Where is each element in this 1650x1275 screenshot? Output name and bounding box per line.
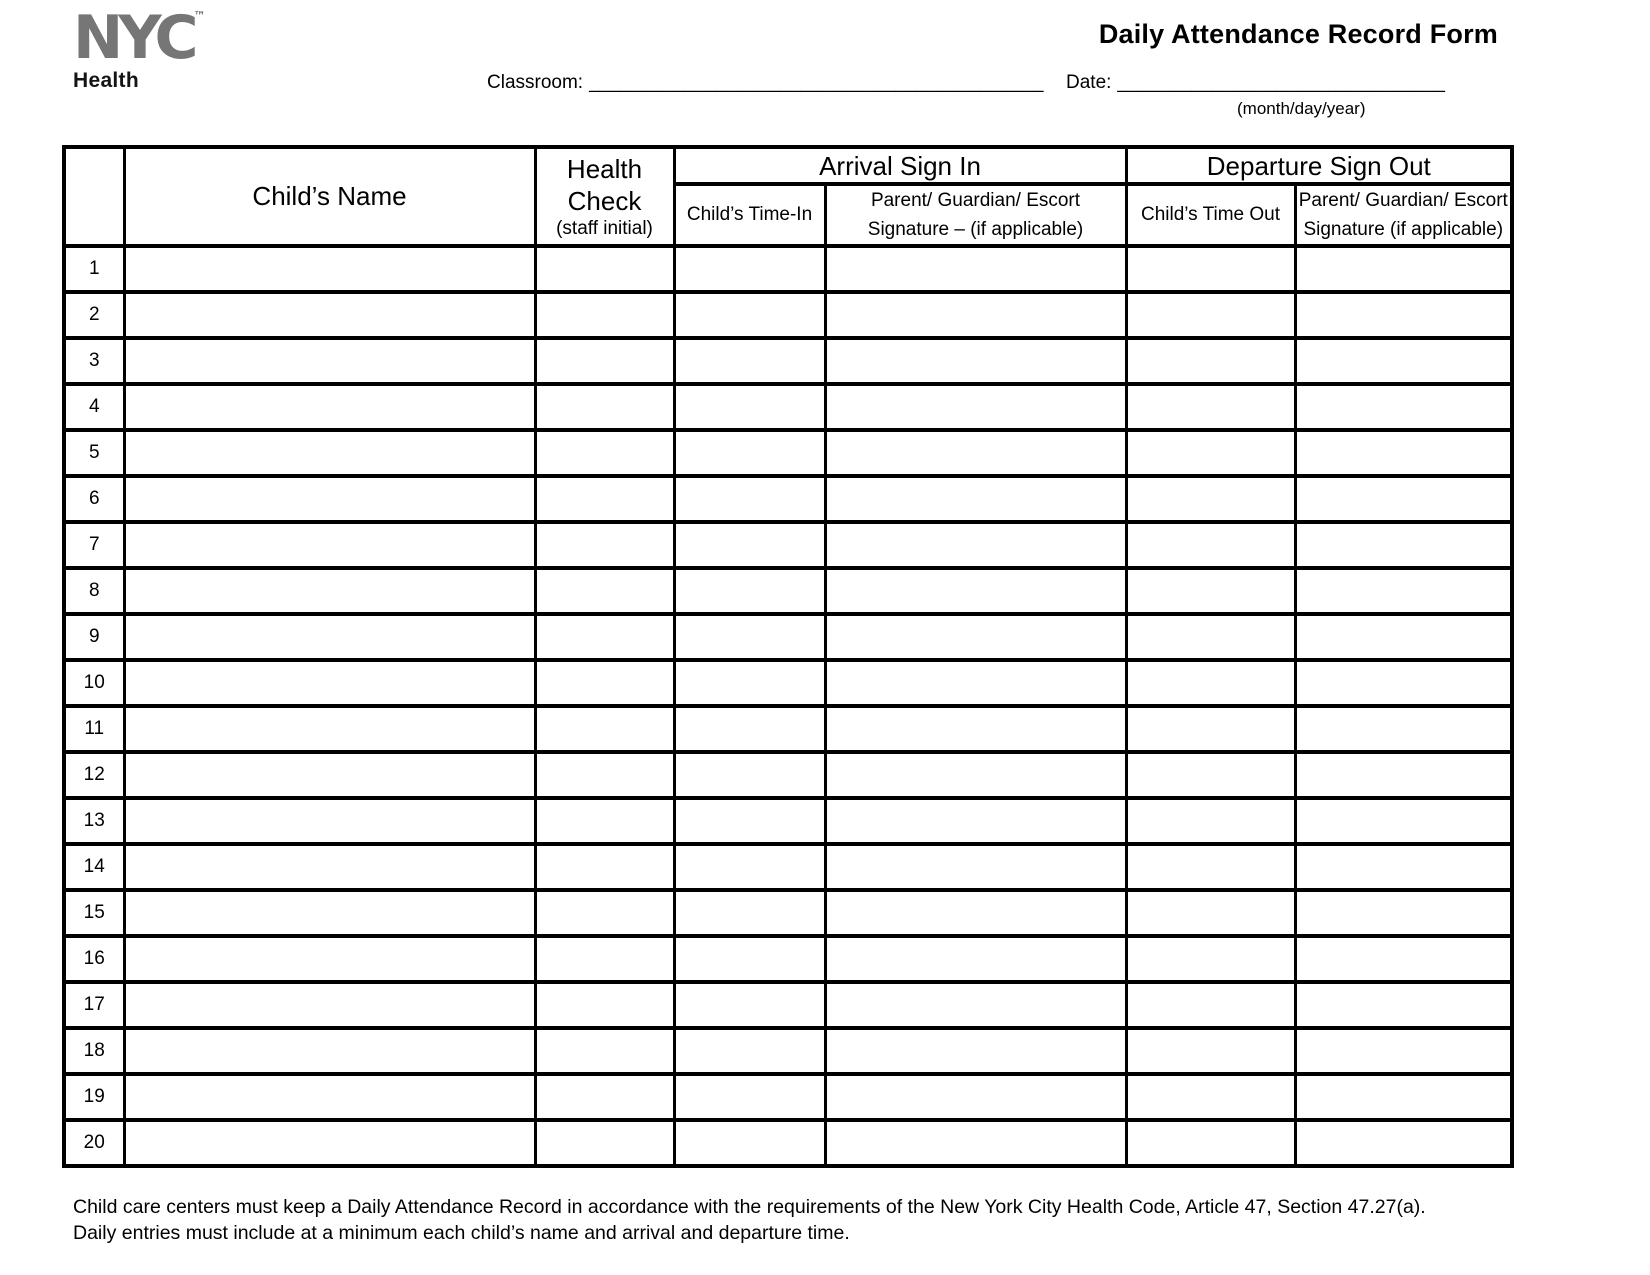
health-check-cell[interactable] — [535, 614, 674, 660]
date-format-hint: (month/day/year) — [1237, 99, 1366, 118]
health-check-cell[interactable] — [535, 1028, 674, 1074]
time-out-cell[interactable] — [1126, 292, 1295, 338]
footer-line-2: Daily entries must include at a minimum each child’s name and arrival and departure time. — [73, 1222, 850, 1244]
departure-signature-cell[interactable] — [1295, 430, 1512, 476]
child-name-cell[interactable] — [124, 338, 535, 384]
time-in-cell[interactable] — [674, 522, 825, 568]
logo-health-label: Health — [73, 69, 139, 92]
time-in-cell[interactable] — [674, 890, 825, 936]
time-in-cell[interactable] — [674, 430, 825, 476]
arrival-sign-in-header: Arrival Sign In — [674, 147, 1126, 184]
time-out-cell[interactable] — [1126, 660, 1295, 706]
departure-signature-cell[interactable] — [1295, 844, 1512, 890]
attendance-table — [62, 145, 1514, 1168]
arrival-signature-cell[interactable] — [825, 430, 1126, 476]
child-name-cell[interactable] — [124, 522, 535, 568]
child-name-cell[interactable] — [124, 384, 535, 430]
table-row — [64, 338, 1512, 384]
table-row — [64, 614, 1512, 660]
row-number: 15 — [64, 890, 124, 936]
childs-name-header: Child’s Name — [124, 147, 535, 246]
child-name-cell[interactable] — [124, 614, 535, 660]
arrival-signature-cell[interactable] — [825, 384, 1126, 430]
row-number: 1 — [64, 246, 124, 292]
time-in-cell[interactable] — [674, 936, 825, 982]
health-check-cell[interactable] — [535, 1074, 674, 1120]
row-number: 12 — [64, 752, 124, 798]
health-check-cell[interactable] — [535, 798, 674, 844]
time-out-cell[interactable] — [1126, 706, 1295, 752]
row-number: 2 — [64, 292, 124, 338]
departure-signature-cell[interactable] — [1295, 476, 1512, 522]
child-name-cell[interactable] — [124, 936, 535, 982]
child-name-cell[interactable] — [124, 1028, 535, 1074]
time-in-cell[interactable] — [674, 798, 825, 844]
departure-signature-cell[interactable] — [1295, 660, 1512, 706]
table-row — [64, 660, 1512, 706]
health-check-subheader: (staff initial) — [556, 217, 653, 239]
arrival-signature-header: Parent/ Guardian/ Escort Signature – (if applicable) — [825, 184, 1126, 246]
table-row — [64, 844, 1512, 890]
table-row — [64, 1074, 1512, 1120]
table-row — [64, 568, 1512, 614]
row-number: 7 — [64, 522, 124, 568]
row-number: 20 — [64, 1120, 124, 1166]
time-in-cell[interactable] — [674, 1028, 825, 1074]
time-out-cell[interactable] — [1126, 430, 1295, 476]
trademark-symbol: ™ — [193, 9, 206, 23]
arrival-signature-cell[interactable] — [825, 936, 1126, 982]
departure-signature-cell[interactable] — [1295, 338, 1512, 384]
row-number: 4 — [64, 384, 124, 430]
row-number-column-header — [64, 147, 124, 246]
table-row — [64, 706, 1512, 752]
table-row — [64, 752, 1512, 798]
child-name-cell[interactable] — [124, 430, 535, 476]
arrival-signature-cell[interactable] — [825, 614, 1126, 660]
time-in-cell[interactable] — [674, 614, 825, 660]
arrival-signature-cell[interactable] — [825, 522, 1126, 568]
row-number: 3 — [64, 338, 124, 384]
time-out-cell[interactable] — [1126, 476, 1295, 522]
arrival-signature-cell[interactable] — [825, 292, 1126, 338]
table-row — [64, 522, 1512, 568]
time-out-cell[interactable] — [1126, 614, 1295, 660]
table-row — [64, 1120, 1512, 1166]
table-row — [64, 384, 1512, 430]
departure-signature-cell[interactable] — [1295, 1120, 1512, 1166]
departure-signature-cell[interactable] — [1295, 706, 1512, 752]
time-out-cell[interactable] — [1126, 384, 1295, 430]
arrival-signature-cell[interactable] — [825, 706, 1126, 752]
child-name-cell[interactable] — [124, 752, 535, 798]
time-out-cell[interactable] — [1126, 568, 1295, 614]
table-row — [64, 292, 1512, 338]
departure-signature-header: Parent/ Guardian/ Escort Signature (if applicable) — [1295, 184, 1512, 246]
time-in-cell[interactable] — [674, 568, 825, 614]
attendance-table-body — [64, 246, 1512, 1166]
row-number: 17 — [64, 982, 124, 1028]
child-name-cell[interactable] — [124, 292, 535, 338]
time-out-cell[interactable] — [1126, 936, 1295, 982]
time-in-cell[interactable] — [674, 384, 825, 430]
row-number: 10 — [64, 660, 124, 706]
child-name-cell[interactable] — [124, 798, 535, 844]
row-number: 5 — [64, 430, 124, 476]
departure-signature-cell[interactable] — [1295, 568, 1512, 614]
arrival-signature-cell[interactable] — [825, 752, 1126, 798]
arrival-signature-cell[interactable] — [825, 476, 1126, 522]
page-title: Daily Attendance Record Form — [1098, 19, 1498, 49]
time-out-cell[interactable] — [1126, 1120, 1295, 1166]
classroom-label: Classroom: — [487, 72, 584, 93]
table-row — [64, 890, 1512, 936]
table-row — [64, 1028, 1512, 1074]
time-out-cell[interactable] — [1126, 844, 1295, 890]
classroom-field — [487, 72, 1043, 94]
health-check-cell[interactable] — [535, 522, 674, 568]
table-row — [64, 476, 1512, 522]
time-in-cell[interactable] — [674, 844, 825, 890]
row-number: 13 — [64, 798, 124, 844]
time-in-cell[interactable] — [674, 292, 825, 338]
child-name-cell[interactable] — [124, 476, 535, 522]
date-label: Date: — [1066, 72, 1112, 93]
health-check-cell[interactable] — [535, 706, 674, 752]
arrival-time-in-header: Child’s Time-In — [674, 184, 825, 246]
departure-signature-cell[interactable] — [1295, 798, 1512, 844]
row-number: 9 — [64, 614, 124, 660]
departure-signature-cell[interactable] — [1295, 752, 1512, 798]
arrival-signature-cell[interactable] — [825, 338, 1126, 384]
child-name-cell[interactable] — [124, 660, 535, 706]
classroom-blank-line[interactable]: ___________________________________________ — [589, 72, 1044, 93]
health-check-cell[interactable] — [535, 936, 674, 982]
row-number: 6 — [64, 476, 124, 522]
child-name-cell[interactable] — [124, 982, 535, 1028]
departure-signature-cell[interactable] — [1295, 246, 1512, 292]
health-check-cell[interactable] — [535, 568, 674, 614]
arrival-signature-cell[interactable] — [825, 1028, 1126, 1074]
health-check-cell[interactable] — [535, 844, 674, 890]
child-name-cell[interactable] — [124, 1120, 535, 1166]
arrival-signature-cell[interactable] — [825, 844, 1126, 890]
time-out-cell[interactable] — [1126, 798, 1295, 844]
arrival-signature-cell[interactable] — [825, 1120, 1126, 1166]
departure-signature-cell[interactable] — [1295, 1074, 1512, 1120]
nyc-logo-text: NYC™ — [73, 3, 206, 73]
child-name-cell[interactable] — [124, 1074, 535, 1120]
child-name-cell[interactable] — [124, 890, 535, 936]
health-check-cell[interactable] — [535, 246, 674, 292]
departure-signature-cell[interactable] — [1295, 936, 1512, 982]
departure-signature-cell[interactable] — [1295, 614, 1512, 660]
row-number: 16 — [64, 936, 124, 982]
arrival-signature-cell[interactable] — [825, 246, 1126, 292]
nyc-health-logo — [73, 3, 206, 93]
row-number: 14 — [64, 844, 124, 890]
departure-sign-out-header: Departure Sign Out — [1126, 147, 1512, 184]
departure-signature-cell[interactable] — [1295, 522, 1512, 568]
table-row — [64, 936, 1512, 982]
time-out-cell[interactable] — [1126, 752, 1295, 798]
time-in-cell[interactable] — [674, 982, 825, 1028]
health-check-cell[interactable] — [535, 1120, 674, 1166]
health-check-cell[interactable] — [535, 476, 674, 522]
footer-line-1: Child care centers must keep a Daily Attendance Record in accordance with the requirements of the New York City Health Code, Article 47, Section 47.27(a). — [73, 1196, 1426, 1218]
footer-note — [73, 1194, 1426, 1246]
health-check-cell[interactable] — [535, 890, 674, 936]
health-check-cell[interactable] — [535, 982, 674, 1028]
arrival-signature-cell[interactable] — [825, 890, 1126, 936]
row-number: 8 — [64, 568, 124, 614]
time-in-cell[interactable] — [674, 1120, 825, 1166]
departure-time-out-header: Child’s Time Out — [1126, 184, 1295, 246]
table-row — [64, 982, 1512, 1028]
time-out-cell[interactable] — [1126, 890, 1295, 936]
arrival-signature-cell[interactable] — [825, 798, 1126, 844]
arrival-signature-cell[interactable] — [825, 1074, 1126, 1120]
health-check-cell[interactable] — [535, 430, 674, 476]
departure-signature-cell[interactable] — [1295, 384, 1512, 430]
date-field — [1066, 72, 1445, 94]
health-check-header: Health Check (staff initial) — [535, 147, 674, 246]
row-number: 19 — [64, 1074, 124, 1120]
departure-signature-cell[interactable] — [1295, 292, 1512, 338]
health-check-cell[interactable] — [535, 752, 674, 798]
arrival-signature-cell[interactable] — [825, 660, 1126, 706]
time-out-cell[interactable] — [1126, 522, 1295, 568]
time-out-cell[interactable] — [1126, 338, 1295, 384]
table-row — [64, 246, 1512, 292]
time-in-cell[interactable] — [674, 660, 825, 706]
health-check-cell[interactable] — [535, 660, 674, 706]
time-in-cell[interactable] — [674, 338, 825, 384]
time-out-cell[interactable] — [1126, 1028, 1295, 1074]
health-check-cell[interactable] — [535, 292, 674, 338]
time-out-cell[interactable] — [1126, 1074, 1295, 1120]
child-name-cell[interactable] — [124, 706, 535, 752]
child-name-cell[interactable] — [124, 246, 535, 292]
date-blank-line[interactable]: _______________________________ — [1117, 72, 1445, 93]
time-in-cell[interactable] — [674, 246, 825, 292]
time-in-cell[interactable] — [674, 1074, 825, 1120]
arrival-signature-cell[interactable] — [825, 568, 1126, 614]
table-row — [64, 798, 1512, 844]
time-out-cell[interactable] — [1126, 246, 1295, 292]
time-in-cell[interactable] — [674, 706, 825, 752]
time-in-cell[interactable] — [674, 476, 825, 522]
health-check-cell[interactable] — [535, 338, 674, 384]
departure-signature-cell[interactable] — [1295, 1028, 1512, 1074]
child-name-cell[interactable] — [124, 568, 535, 614]
row-number: 11 — [64, 706, 124, 752]
time-out-cell[interactable] — [1126, 982, 1295, 1028]
time-in-cell[interactable] — [674, 752, 825, 798]
health-check-cell[interactable] — [535, 384, 674, 430]
departure-signature-cell[interactable] — [1295, 890, 1512, 936]
arrival-signature-cell[interactable] — [825, 982, 1126, 1028]
row-number: 18 — [64, 1028, 124, 1074]
departure-signature-cell[interactable] — [1295, 982, 1512, 1028]
child-name-cell[interactable] — [124, 844, 535, 890]
table-row — [64, 430, 1512, 476]
